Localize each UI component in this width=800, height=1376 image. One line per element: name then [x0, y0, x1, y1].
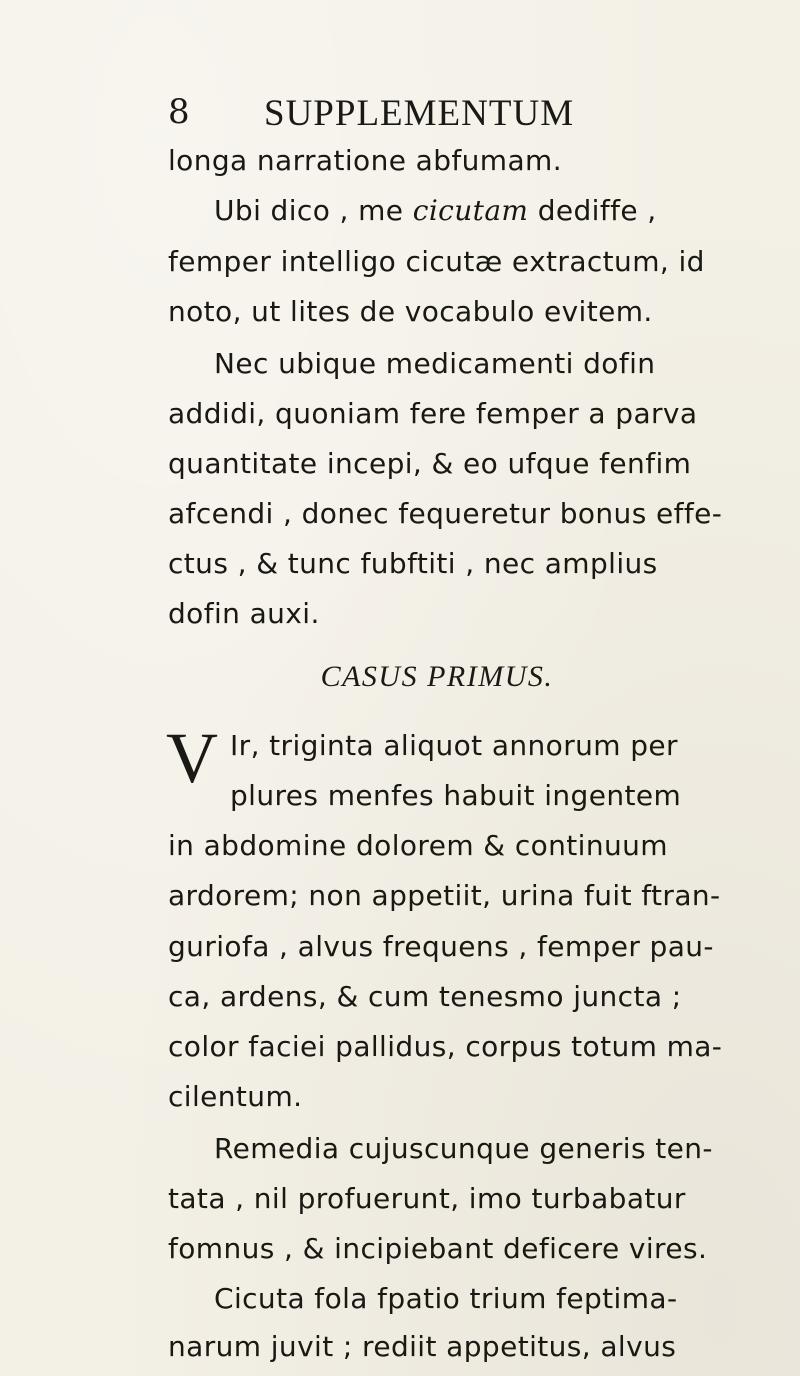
text-line: fomnus , & incipiebant deficere vires.: [168, 1232, 708, 1265]
text-line: Cicuta fola fpatio trium feptima-: [214, 1282, 678, 1315]
text-line: ardorem; non appetiit, urina fuit ftran-: [168, 879, 721, 912]
text-line: plures menfes habuit ingentem: [230, 779, 682, 812]
text-line: color faciei pallidus, corpus totum ma-: [168, 1030, 723, 1063]
text-line: tata , nil profuerunt, imo turbabatur: [168, 1182, 686, 1215]
text-line: cilentum.: [168, 1080, 303, 1113]
text-line: addidi, quoniam fere femper a parva: [168, 397, 698, 430]
text-line: Nec ubique medicamenti dofin: [214, 347, 656, 380]
text-span: dediffe ,: [528, 194, 657, 227]
section-heading: CASUS PRIMUS.: [320, 660, 554, 693]
text-line: in abdomine dolorem & continuum: [168, 829, 668, 862]
italic-term: cicutam: [412, 194, 529, 227]
text-line: narum juvit ; rediit appetitus, alvus: [168, 1330, 677, 1363]
text-line: noto, ut lites de vocabulo evitem.: [168, 295, 653, 328]
running-title: SUPPLEMENTUM: [264, 93, 575, 134]
page-number: 8: [168, 92, 190, 132]
drop-cap: V: [166, 718, 218, 798]
text-line: longa narratione abfumam.: [168, 144, 562, 177]
text-line: femper intelligo cicutæ extractum, id: [168, 245, 705, 278]
text-line: Ir, triginta aliquot annorum per: [230, 729, 678, 762]
text-span: Ubi dico , me: [214, 194, 413, 227]
running-head: [168, 92, 758, 142]
text-line: ca, ardens, & cum tenesmo juncta ;: [168, 980, 682, 1013]
text-line: [214, 194, 657, 227]
text-line: dofin auxi.: [168, 597, 320, 630]
text-line: afcendi , donec fequeretur bonus effe-: [168, 497, 723, 530]
text-line: ctus , & tunc fubftiti , nec amplius: [168, 547, 658, 580]
text-line: quantitate incepi, & eo ufque fenfim: [168, 447, 692, 480]
text-line: guriofa , alvus frequens , femper pau-: [168, 930, 714, 963]
text-line: Remedia cujuscunque generis ten-: [214, 1132, 713, 1165]
